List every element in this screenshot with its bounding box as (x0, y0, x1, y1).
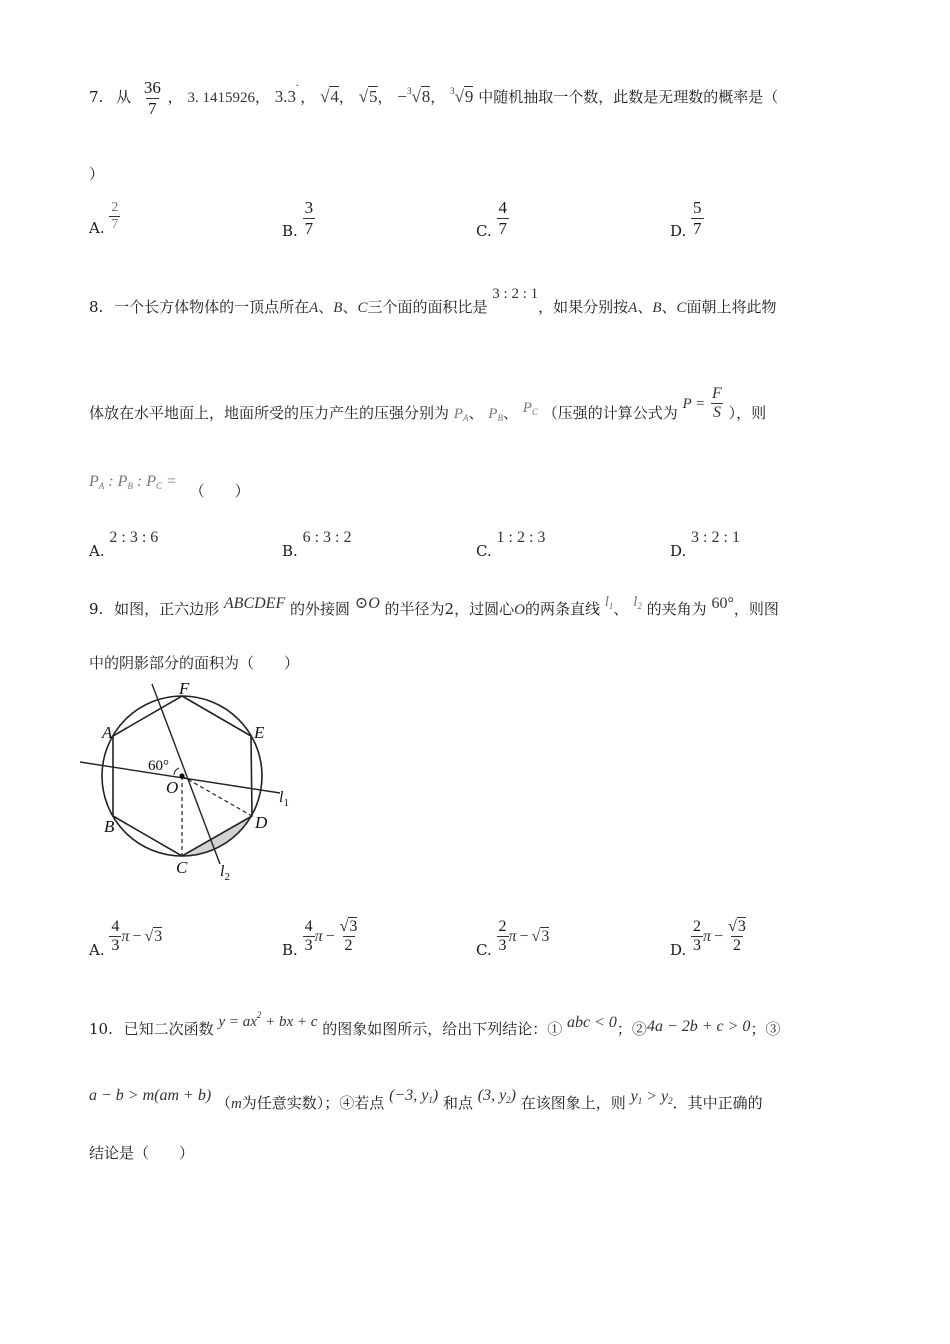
q8-text4: 面朝上将此物 (686, 298, 777, 316)
q10-m: m (230, 1096, 242, 1112)
option-label: A. (89, 940, 105, 959)
q8-face-c: C (676, 300, 687, 316)
q9-angle: 60° (711, 595, 734, 612)
label-a: A (102, 723, 113, 742)
q9-text2: 的外接圆 (290, 600, 351, 618)
q7-n7-index: 3 (450, 86, 455, 97)
option-label: A. (89, 542, 105, 560)
q7-f1-den: 7 (148, 98, 157, 118)
option-den: 3 (693, 937, 702, 955)
option-label: B. (282, 542, 298, 560)
q9-line1 (89, 594, 779, 619)
q10-pt1: (−3, y (389, 1087, 429, 1104)
option-value: 6 : 3 : 2 (302, 529, 352, 546)
option-fraction (497, 918, 509, 956)
q10-number: 10. (89, 1020, 113, 1038)
q7-n2: 3. 1415926 (187, 90, 255, 107)
q8-pc (523, 400, 538, 416)
q9-circle-o (355, 595, 380, 612)
q8-line1 (89, 286, 777, 317)
q8-text1: 一个长方体物体的一顶点所在 (114, 298, 310, 316)
option-sqrt-fraction (726, 918, 748, 956)
q7-n6-index: 3 (406, 86, 412, 97)
q8-expr-eq: = (162, 473, 177, 490)
label-f: F (179, 679, 190, 698)
q8-face-c: C (357, 300, 368, 316)
q10-pt1-sub: 1 (428, 1095, 433, 1105)
q10-conclusion-3: a − b > m(am + b) (89, 1087, 212, 1104)
option-num: 2 (693, 918, 702, 935)
q10-inequality (631, 1088, 673, 1105)
q7-n4: 4 (330, 87, 339, 107)
q8-face-a: A (309, 300, 319, 316)
q7-n7: 9 (464, 87, 474, 107)
option-rad: 3 (541, 927, 550, 945)
option-fraction (497, 198, 510, 238)
q8-answer-paren: （ ） (189, 482, 250, 500)
q7-option-a[interactable] (89, 200, 120, 237)
label-o: O (166, 778, 179, 797)
q7-f1-num: 36 (143, 78, 161, 97)
option-sqrt: √3 (339, 918, 358, 935)
q9-option-c[interactable] (476, 918, 550, 959)
q8-text5: 体放在水平地面上，地面所受的压力产生的压强分别为 (89, 403, 450, 422)
option-label: C. (476, 542, 492, 560)
label-c: C (176, 858, 188, 877)
option-label: B. (282, 222, 298, 241)
q9-option-d[interactable] (670, 918, 748, 959)
q10-conclusion-1: abc < 0 (567, 1014, 617, 1031)
q8-dun: 、 (318, 298, 334, 316)
option-den: 7 (693, 218, 702, 238)
q9-text1: 如图，正六边形 (114, 600, 220, 618)
q8-text6: （压强的计算公式为 (542, 403, 678, 422)
q8-expr-colon: : (132, 473, 147, 490)
q10-pt1-close: ) (432, 1087, 439, 1104)
center-point (179, 773, 184, 778)
q10-text4: ；③ (750, 1020, 781, 1038)
option-label: D. (670, 542, 687, 560)
option-rad: 3 (154, 927, 163, 945)
q8-expr-pa: P (89, 473, 99, 490)
q10-line2 (89, 1087, 763, 1113)
q8-pb (488, 406, 503, 422)
q10-y2: y (660, 1088, 669, 1105)
q7-lead: 从 (116, 88, 132, 107)
option-fraction (109, 918, 121, 956)
option-den: 7 (498, 218, 507, 238)
option-num: 4 (111, 918, 120, 935)
q8-expr-pc-sub: C (156, 481, 163, 491)
q9-text6: ，则图 (733, 600, 779, 618)
q9-option-a[interactable] (89, 918, 163, 959)
label-d: D (255, 813, 268, 832)
q8-text7: ），则 (728, 403, 767, 422)
option-den: 3 (304, 937, 313, 955)
option-pi: π (314, 927, 323, 945)
q7-sqrt4: √4 (320, 87, 339, 107)
q10-y1-sub: 1 (637, 1096, 643, 1106)
q7-n3-value: 3.3 (274, 87, 297, 107)
option-den: 3 (498, 937, 507, 955)
q9-figure (80, 678, 310, 888)
q10-text5: （ (215, 1094, 231, 1112)
option-sqrt: √3 (531, 927, 550, 945)
option-rad: 3 (737, 918, 746, 935)
q9-l2-letter: l (633, 594, 638, 610)
q7-n3 (274, 78, 301, 107)
q8-pc-letter: P (522, 399, 532, 416)
q7-sep: ， (430, 88, 446, 107)
q7-close-paren: ） (89, 165, 105, 183)
q7-fraction-36-7 (142, 78, 163, 118)
q8-option-b[interactable] (282, 528, 352, 560)
q7-sqrt5: √5 (358, 87, 378, 107)
option-fraction (109, 200, 120, 233)
q10-line1 (89, 1010, 781, 1039)
label-l2-letter: l (220, 863, 225, 880)
q10-text8: 在该图象上，则 (520, 1094, 626, 1112)
option-num: 2 (111, 200, 119, 215)
q10-y2-sub: 2 (668, 1096, 673, 1106)
option-rad-den: 2 (732, 937, 741, 955)
q8-pa-sub: A (462, 412, 469, 423)
q9-option-b[interactable] (282, 918, 359, 959)
q9-l1-letter: l (604, 594, 609, 610)
q7-n5: 5 (369, 87, 378, 107)
option-minus: − (132, 927, 142, 945)
q10-text10: 结论是（ ） (89, 1144, 195, 1162)
option-den: 7 (111, 217, 119, 233)
q10-point2 (478, 1087, 516, 1104)
q10-text1: 已知二次函数 (123, 1020, 214, 1038)
q8-line3 (89, 470, 250, 500)
option-num: 5 (693, 198, 702, 217)
q8-option-c[interactable] (476, 528, 546, 560)
q8-dun: 、 (468, 403, 484, 422)
q9-l1 (605, 594, 614, 610)
q10-pt2: (3, y (477, 1087, 507, 1104)
option-label: D. (670, 940, 687, 959)
q8-expr-colon: : (104, 473, 118, 490)
option-minus: − (325, 927, 335, 945)
q8-ratio: 3 : 2 : 1 (492, 286, 539, 302)
q10-conclusion-2: 4a − 2b + c > 0 (646, 1018, 751, 1035)
q8-line2 (89, 385, 767, 433)
q7-n6: 8 (421, 87, 431, 107)
option-label: D. (670, 222, 687, 241)
q7-neg-cbrt8: −$^3$√8 (397, 86, 431, 107)
q8-expr (89, 473, 177, 490)
q10-y1: y (630, 1088, 638, 1105)
q9-text5: 的夹角为 (646, 600, 707, 618)
q8-face-b: B (333, 300, 343, 316)
q7-sep: ， (300, 88, 316, 107)
q7-cbrt9: $^3$√9 (450, 86, 474, 107)
option-label: C. (476, 222, 492, 241)
option-den: 7 (304, 218, 314, 238)
q7-n3-repeat-dot: · (295, 78, 300, 93)
option-value: 3 : 2 : 1 (691, 529, 740, 546)
q9-text3: 的半径为2，过圆心 (384, 600, 515, 618)
option-sqrt: √3 (728, 918, 746, 935)
option-pi: π (508, 927, 517, 945)
q9-center-o: O (514, 602, 525, 618)
q8-dun: 、 (661, 298, 677, 316)
q7-sep: ， (254, 88, 270, 107)
option-minus: − (519, 927, 529, 945)
label-l2 (220, 863, 230, 883)
q7-option-d[interactable] (670, 198, 704, 241)
q8-option-d[interactable] (670, 528, 740, 560)
q7-text: 中随机抽取一个数，此数是无理数的概率是（ (478, 88, 779, 107)
q9-circle-symbol: ⊙ (354, 595, 369, 612)
q7-option-b[interactable] (282, 198, 315, 241)
option-rad: 3 (349, 918, 358, 935)
option-num: 2 (498, 918, 507, 935)
option-value: 2 : 3 : 6 (109, 529, 159, 546)
q10-func-y: y = ax (218, 1014, 257, 1030)
option-minus: − (714, 927, 724, 945)
q8-formula-fraction (710, 385, 724, 423)
q9-hexagon-name: ABCDEF (223, 595, 286, 612)
q10-text3: ；② (616, 1020, 647, 1038)
option-fraction (303, 198, 316, 238)
label-l1 (279, 789, 289, 809)
q7-sep: ， (377, 88, 393, 107)
option-fraction (691, 198, 704, 238)
option-fraction (303, 918, 315, 956)
q8-option-a[interactable] (89, 528, 159, 560)
label-e: E (254, 723, 265, 742)
q8-expr-pb: P (117, 473, 128, 490)
option-fraction (691, 918, 703, 956)
q7-sep: ， (338, 88, 354, 107)
q7-option-c[interactable] (476, 198, 509, 241)
q8-dun: 、 (342, 298, 358, 316)
q10-func-rest: + bx + c (261, 1014, 318, 1030)
q10-text2: 的图象如图所示，给出下列结论：① (322, 1020, 563, 1038)
q10-text7: 和点 (442, 1094, 473, 1112)
q9-dun: 、 (613, 600, 629, 618)
q8-dun: 、 (502, 403, 518, 422)
label-b: B (104, 817, 115, 836)
q9-l2 (633, 594, 642, 610)
q7-number: 7. (89, 88, 104, 107)
q7-sep: ， (167, 88, 183, 107)
q8-expr-pc: P (146, 473, 156, 490)
option-num: 3 (304, 198, 314, 217)
option-label: B. (282, 940, 298, 959)
q9-circle-letter: O (368, 595, 380, 612)
q10-pt2-close: ) (510, 1087, 516, 1104)
label-l1-sub: 1 (283, 797, 289, 809)
q10-gt: > (642, 1088, 661, 1105)
q8-pc-sub: C (531, 406, 538, 417)
option-num: 4 (304, 918, 313, 935)
label-l1-letter: l (279, 789, 284, 806)
q7-n6-minus: − (397, 87, 407, 107)
option-label: A. (89, 218, 105, 237)
line-l2 (152, 684, 220, 864)
angle-arc (174, 768, 179, 775)
q10-function (218, 1010, 318, 1030)
q10-pt2-sub: 2 (506, 1095, 511, 1105)
option-num: 4 (498, 198, 507, 217)
q8-expr-pa-sub: A (98, 481, 105, 491)
label-l2-sub: 2 (224, 871, 230, 883)
q8-formula-den: S (712, 404, 721, 422)
q8-face-b: B (652, 300, 662, 316)
q8-number: 8. (89, 298, 104, 316)
q10-func-sup: 2 (256, 1010, 262, 1020)
q8-formula-num: F (712, 385, 722, 402)
q8-formula-lhs: P = (682, 395, 706, 412)
q9-text4: 的两条直线 (524, 600, 600, 618)
q9-number: 9. (89, 600, 104, 618)
q8-pa (454, 406, 469, 422)
option-pi: π (121, 927, 130, 945)
q8-expr-pb-sub: B (127, 481, 133, 491)
option-sqrt-fraction (338, 918, 360, 956)
q8-text3: ，如果分别按 (538, 298, 629, 316)
option-sqrt: √3 (144, 927, 163, 945)
q9-l2-sub: 2 (637, 601, 642, 611)
option-rad-den: 2 (344, 937, 353, 955)
label-angle: 60° (148, 758, 169, 774)
option-value: 1 : 2 : 3 (496, 529, 546, 546)
option-den: 3 (111, 937, 120, 955)
q8-text2: 三个面的面积比是 (367, 298, 488, 316)
q8-pa-letter: P (453, 405, 463, 422)
q7-line1 (89, 78, 778, 118)
q8-dun: 、 (637, 298, 653, 316)
q10-text9: ．其中正确的 (672, 1094, 763, 1112)
dashed-od (182, 776, 252, 816)
q9-l1-sub: 1 (608, 601, 614, 611)
q9-text7: 中的阴影部分的面积为（ ） (89, 654, 300, 672)
option-pi: π (703, 927, 712, 945)
option-label: C. (476, 940, 492, 959)
q8-pb-sub: B (497, 412, 503, 423)
q10-text6: 为任意实数）；④若点 (241, 1094, 385, 1112)
q8-face-a: A (628, 300, 638, 316)
q10-point1 (389, 1087, 438, 1104)
q8-pb-letter: P (488, 405, 498, 422)
